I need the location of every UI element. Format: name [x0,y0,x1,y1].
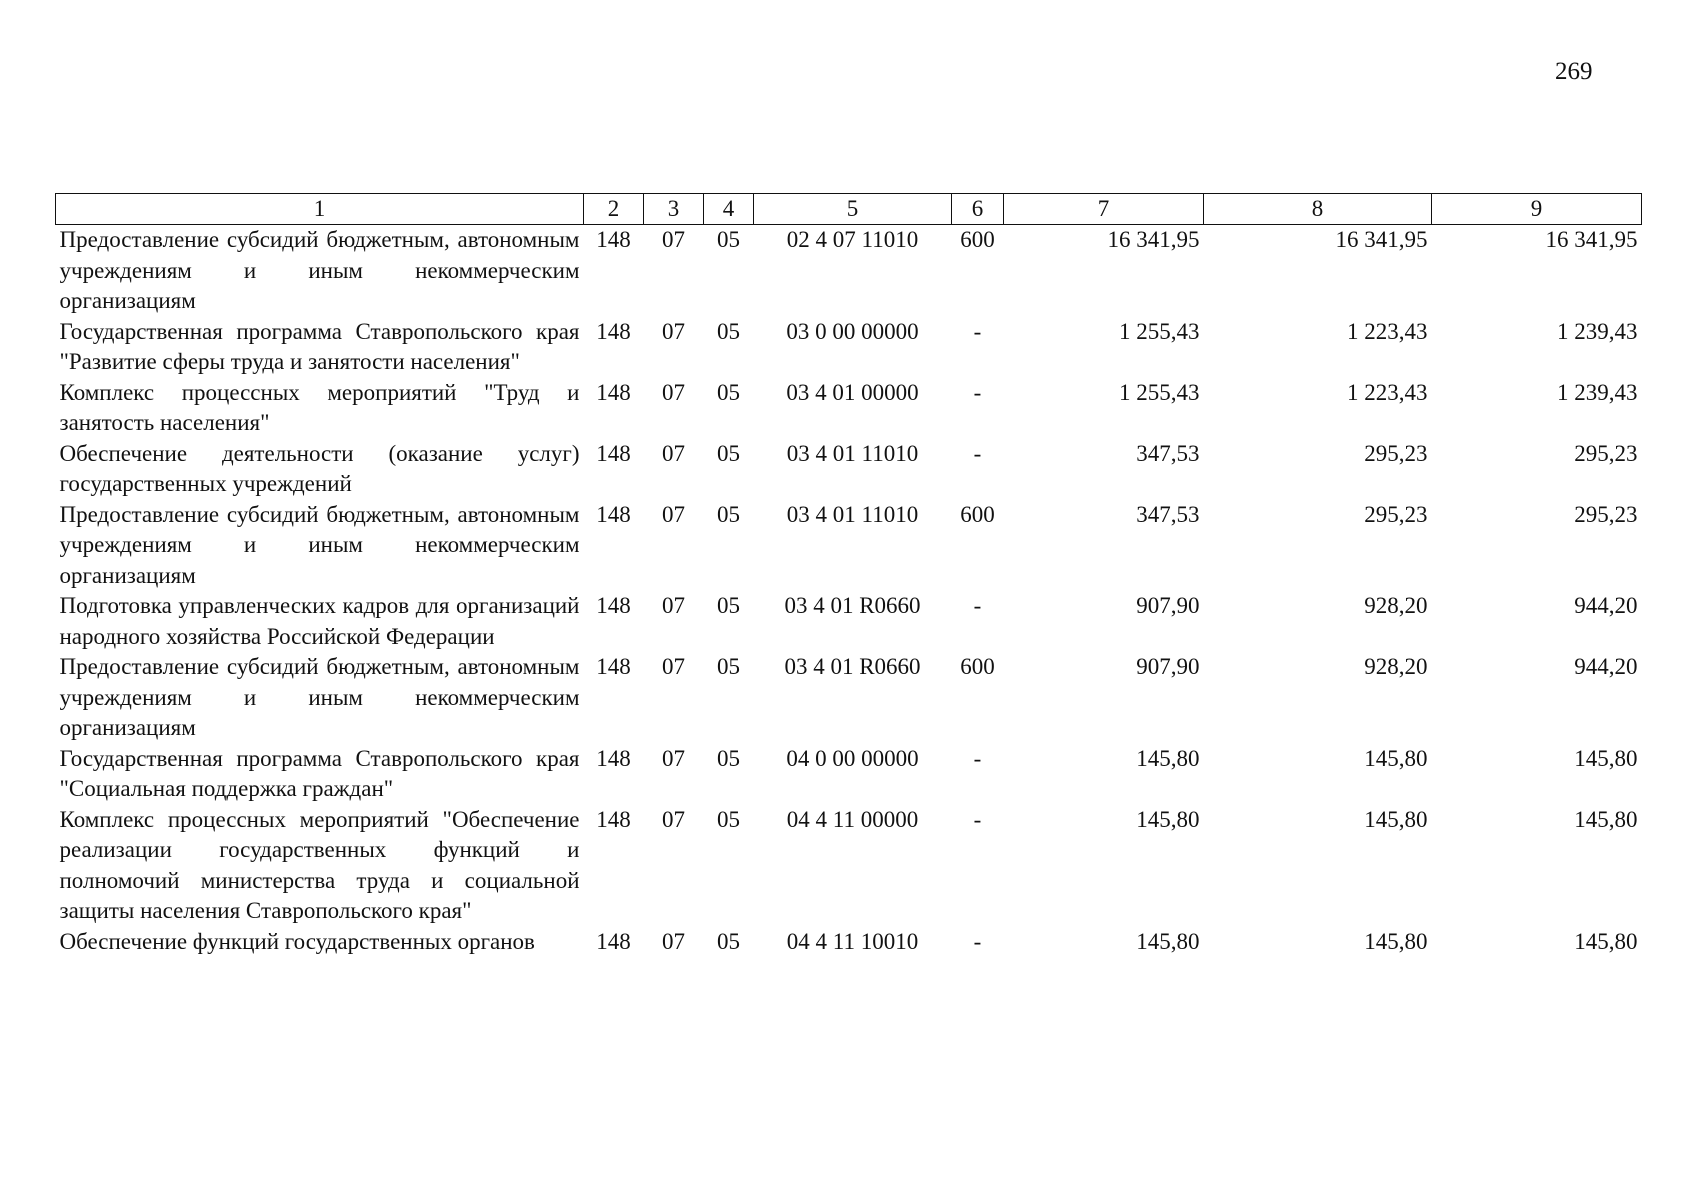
row-pr: 05 [717,593,740,618]
row-pr: 05 [717,318,740,344]
row-csr: 04 0 00 00000 [786,745,919,771]
row-amount-year3: 295,23 [1574,501,1638,527]
column-header: 3 [644,194,704,225]
row-csr: 03 4 01 11010 [786,501,919,527]
row-amount-year3: 295,23 [1574,440,1638,466]
row-amount-year2: 16 341,95 [1335,227,1428,252]
row-csr: 03 4 01 11010 [786,440,919,466]
row-amount-year2: 928,20 [1364,593,1428,618]
row-name: Предоставление субсидий бюджетным, автономным учреждениям и иным некоммерческим организациям [59,654,580,740]
row-amount-year2: 928,20 [1364,654,1428,679]
row-csr: 03 4 01 R0660 [784,654,921,679]
row-pr: 05 [717,440,740,466]
row-name: Предоставление субсидий бюджетным, автономным учреждениям и иным некоммерческим организациям [59,501,580,588]
table-header-row [56,194,1642,225]
row-vr: - [973,318,982,344]
row-amount-year3: 1 239,43 [1557,379,1638,405]
table-row [56,805,1642,927]
row-rz: 07 [662,928,685,954]
row-ved: 148 [596,440,631,466]
row-amount-year2: 145,80 [1364,745,1428,771]
row-amount-year1: 907,90 [1136,654,1200,679]
row-amount-year1: 145,80 [1136,928,1200,954]
column-header: 4 [704,194,754,225]
row-amount-year3: 16 341,95 [1545,227,1638,252]
row-amount-year3: 145,80 [1574,745,1638,771]
row-amount-year3: 1 239,43 [1557,318,1638,344]
row-csr: 04 4 11 10010 [786,928,919,954]
row-name: Государственная программа Ставропольского края "Социальная поддержка граждан" [59,745,580,801]
row-vr: - [973,745,982,771]
row-rz: 07 [662,379,685,405]
column-header: 8 [1204,194,1432,225]
row-csr: 03 4 01 00000 [786,379,919,405]
table-row [56,439,1642,500]
row-ved: 148 [596,318,631,344]
row-csr: 03 0 00 00000 [786,318,919,344]
row-vr: - [973,928,982,954]
row-rz: 07 [662,806,685,832]
column-header: 1 [56,194,584,225]
row-vr: 600 [960,227,995,252]
row-rz: 07 [662,745,685,771]
column-header: 9 [1432,194,1642,225]
row-amount-year3: 145,80 [1574,806,1638,832]
row-amount-year2: 295,23 [1364,440,1428,466]
column-header: 7 [1004,194,1204,225]
row-amount-year1: 16 341,95 [1107,227,1200,252]
row-name: Комплекс процессных мероприятий "Обеспечение реализации государственных функций и полномочий министерства труда и социальной защиты населения Ставропольского края" [59,806,580,923]
row-rz: 07 [662,227,685,252]
row-pr: 05 [717,745,740,771]
row-ved: 148 [596,227,631,252]
row-amount-year1: 907,90 [1136,593,1200,618]
row-amount-year1: 347,53 [1136,440,1200,466]
row-name: Государственная программа Ставропольского края "Развитие сферы труда и занятости населения" [59,318,580,374]
table-row [56,500,1642,592]
row-pr: 05 [717,654,740,679]
row-ved: 148 [596,806,631,832]
page-number: 269 [1555,58,1593,85]
table-row [56,317,1642,378]
row-rz: 07 [662,318,685,344]
row-amount-year2: 1 223,43 [1347,379,1428,405]
row-pr: 05 [717,501,740,527]
row-ved: 148 [596,745,631,771]
row-vr: - [973,379,982,405]
row-csr: 03 4 01 R0660 [784,593,921,618]
table-row [56,744,1642,805]
row-amount-year3: 145,80 [1574,928,1638,954]
row-amount-year2: 295,23 [1364,501,1428,527]
row-vr: 600 [960,654,995,679]
row-ved: 148 [596,501,631,527]
column-header: 5 [754,194,952,225]
row-name: Комплекс процессных мероприятий "Труд и занятость населения" [59,379,580,435]
row-amount-year2: 145,80 [1364,806,1428,832]
row-rz: 07 [662,593,685,618]
row-name: Обеспечение деятельности (оказание услуг) государственных учреждений [59,440,580,496]
row-pr: 05 [717,928,740,954]
table-row [56,225,1642,317]
row-amount-year3: 944,20 [1574,593,1638,618]
column-header: 2 [584,194,644,225]
row-amount-year2: 145,80 [1364,928,1428,954]
table-row [56,927,1642,958]
table-row [56,652,1642,744]
row-rz: 07 [662,501,685,527]
row-vr: - [973,440,982,466]
row-ved: 148 [596,928,631,954]
row-pr: 05 [717,227,740,252]
budget-table [55,193,1642,957]
row-amount-year1: 1 255,43 [1119,379,1200,405]
row-ved: 148 [596,654,631,679]
row-amount-year1: 145,80 [1136,806,1200,832]
row-name: Предоставление субсидий бюджетным, автономным учреждениям и иным некоммерческим организациям [59,227,580,313]
row-vr: - [973,593,982,618]
row-name: Обеспечение функций государственных органов [59,928,535,954]
row-csr: 04 4 11 00000 [786,806,919,832]
row-amount-year1: 347,53 [1136,501,1200,527]
row-pr: 05 [717,806,740,832]
table-row [56,378,1642,439]
table-row [56,591,1642,652]
row-ved: 148 [596,379,631,405]
row-pr: 05 [717,379,740,405]
row-csr: 02 4 07 11010 [786,227,919,252]
row-vr: 600 [960,501,995,527]
row-name: Подготовка управленческих кадров для организаций народного хозяйства Российской Федерации [59,593,580,649]
row-amount-year3: 944,20 [1574,654,1638,679]
row-amount-year2: 1 223,43 [1347,318,1428,344]
row-ved: 148 [596,593,631,618]
row-amount-year1: 145,80 [1136,745,1200,771]
column-header: 6 [952,194,1004,225]
row-vr: - [973,806,982,832]
row-amount-year1: 1 255,43 [1119,318,1200,344]
row-rz: 07 [662,440,685,466]
row-rz: 07 [662,654,685,679]
